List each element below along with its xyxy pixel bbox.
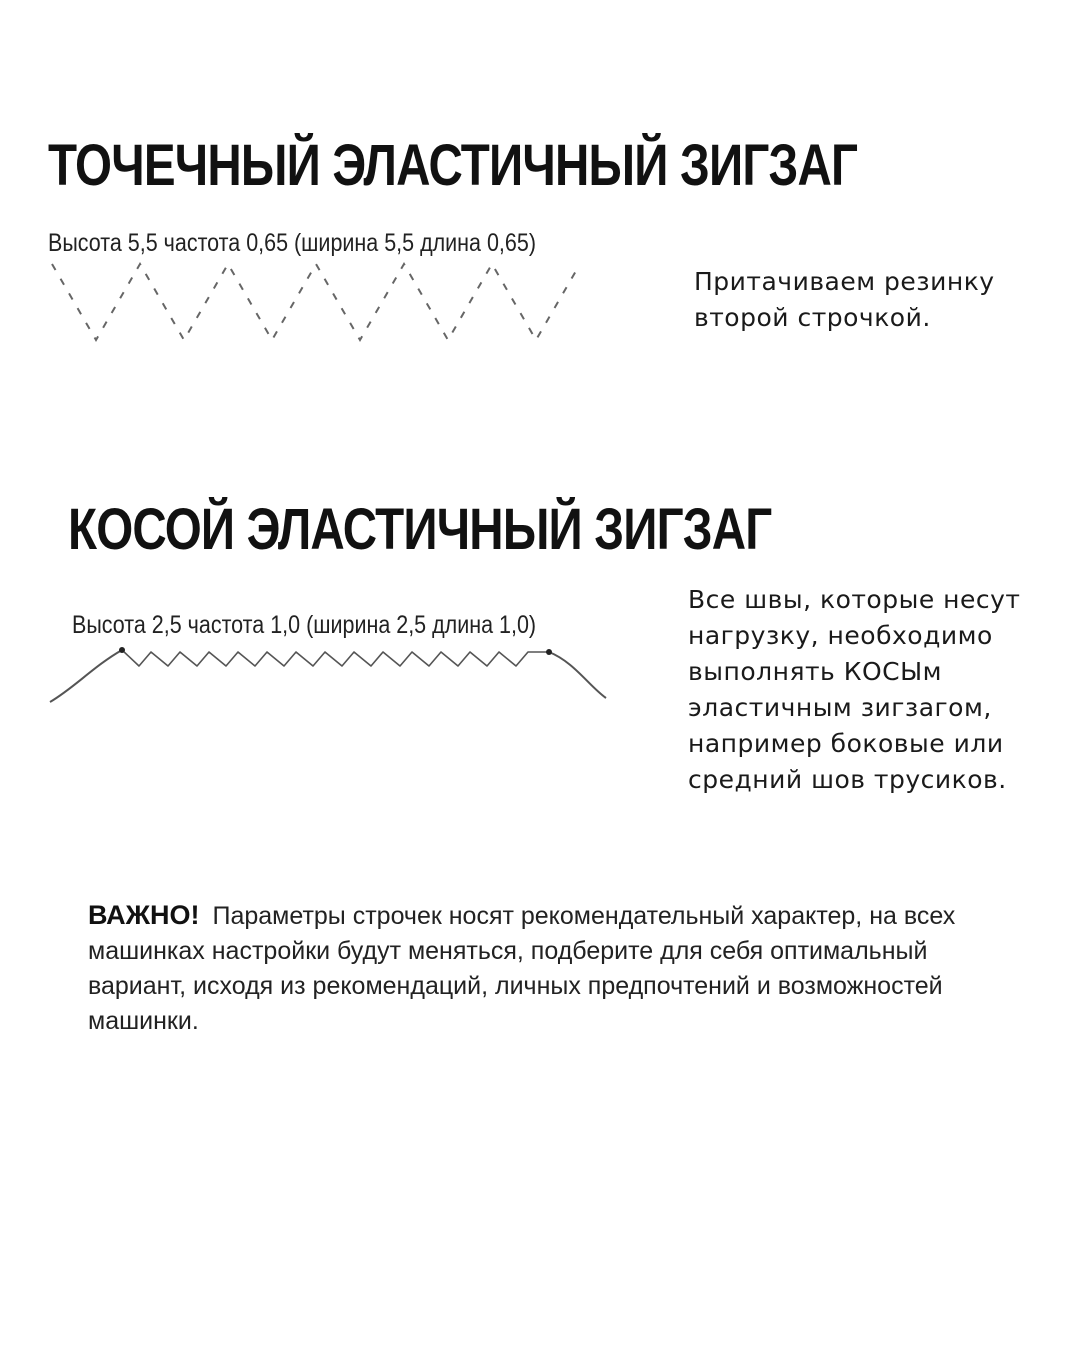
section-description-slanted-zigzag: Все швы, которые несут нагрузку, необходимо выполнять КОСЫм эластичным зигзагом, например боковые или средний шов трусиков. [688, 585, 1021, 794]
section-title-slanted-zigzag: КОСОЙ ЭЛАСТИЧНЫЙ ЗИГЗАГ [68, 497, 772, 562]
section-title-dotted-zigzag: ТОЧЕЧНЫЙ ЭЛАСТИЧНЫЙ ЗИГЗАГ [48, 133, 858, 198]
important-note-label: ВАЖНО! [88, 900, 200, 930]
important-note [88, 898, 1008, 1039]
important-note-text: Параметры строчек носят рекомендательный характер, на всех машинках настройки будут меняться, подберите для себя оптимальный вариант, исходя из рекомендаций, личных предпочтений и возможностей машинки. [88, 902, 956, 1035]
stitch-params-dotted-zigzag: Высота 5,5 частота 0,65 (ширина 5,5 длина 0,65) [48, 229, 536, 257]
slanted-zigzag-stitch-icon [44, 640, 624, 710]
dotted-zigzag-stitch-icon [44, 256, 604, 348]
section-description-dotted-zigzag: Притачиваем резинку второй строчкой. [694, 267, 995, 332]
stitch-params-slanted-zigzag: Высота 2,5 частота 1,0 (ширина 2,5 длина 1,0) [72, 611, 537, 639]
